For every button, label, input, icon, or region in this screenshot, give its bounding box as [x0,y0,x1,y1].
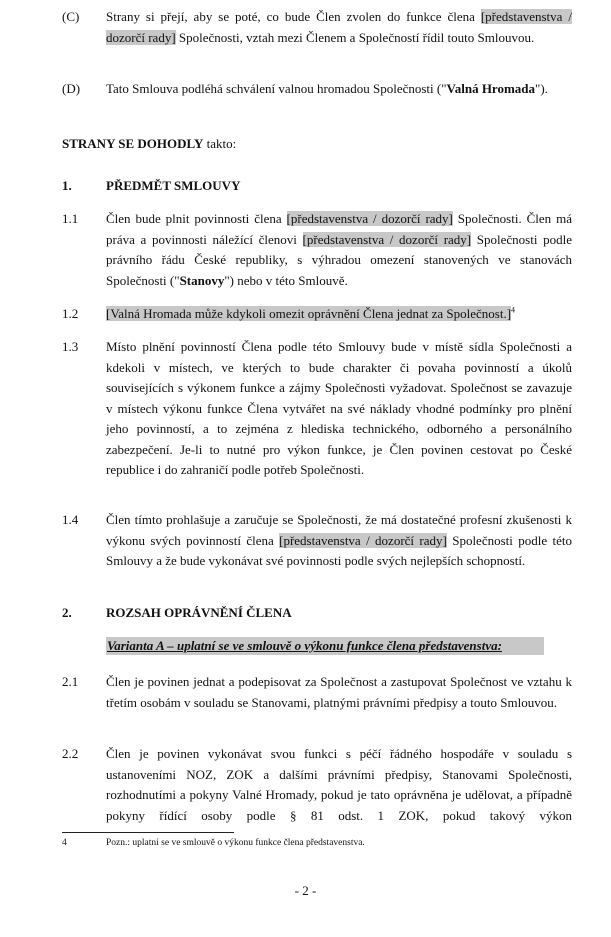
highlight-placeholder: [představenstva / dozorčí rady] [279,532,447,548]
clause-text: Člen je povinen vykonávat svou funkci s péčí řádného hospodáře v souladu s ustanoveními NOZ, ZOK a dalšími právními předpisy, Stanovami Společnosti, rozhodnutími a pokyny Valné Hromady, pokud je tato oprávněna je udělovat, a případně pokyny řídící osoby podle § 81 odst. 1 ZOK, pokud takový výkon [106,746,572,823]
footnote-number: 4 [62,838,67,848]
clause-text: Člen je povinen jednat a podepisovat za Společnost a zastupovat Společnost ve vztahu k třetím osobám v souladu se Stanovami, platnými právními předpisy a touto Smlouvou. [106,674,572,710]
recital-label: (C) [62,9,80,24]
section-2-title: ROZSAH OPRÁVNĚNÍ ČLENA [106,605,292,620]
recital-label: (D) [62,81,81,96]
clause-number: 1.4 [62,512,79,527]
highlight-placeholder: [představenstva / dozorčí rady] [302,231,472,247]
recital-text: Strany si přejí, aby se poté, co bude Člen zvolen do funkce člena [představenstva / dozorčí rady] Společnosti, vztah mezi Členem a Společností řídil touto Smlouvou. [106,9,572,45]
page-number: - 2 - [294,883,317,898]
defined-term: Valná Hromada [446,81,536,96]
footnote-reference[interactable]: 4 [511,305,516,315]
clause-number: 1.1 [62,211,79,226]
clause-text: Člen tímto prohlašuje a zaručuje se Společnosti, že má dostatečné profesní zkušenosti k výkonu svých povinností člena [představenstva / dozorčí rady] Společnosti podle této Smlouvy a že bude vykonávat své povinnosti podle svých nejlepších schopností. [106,512,572,568]
clause-text: Člen bude plnit povinnosti člena [představenstva / dozorčí rady] Společnosti. Člen má práva a povinnosti náležící členovi [představenstva / dozorčí rady] Společnosti podle právního řádu České republiky, s výhradou omezení stanovených ve stanovách Společnosti ("Stanovy") nebo v této Smlouvě. [106,211,572,288]
section-2-number: 2. [62,605,72,620]
highlight-placeholder: [Valná Hromada může kdykoli omezit oprávnění Člena jednat za Společnost.] [106,306,512,321]
recital-text: Tato Smlouva podléhá schválení valnou hromadou Společnosti ("Valná Hromada"). [106,81,548,96]
defined-term: Stanovy [179,272,225,288]
clause-number: 2.1 [62,674,79,689]
section-1-number: 1. [62,178,72,193]
clause-number: 2.2 [62,746,79,761]
agreement-intro: STRANY SE DOHODLY takto: [62,136,237,151]
highlight-placeholder: [představenstva / dozorčí rady] [286,211,453,226]
footnote-separator [62,832,234,833]
clause-text: Místo plnění povinností Člena podle této Smlouvy bude v místě sídla Společnosti a kdekoli v místech, ve kterých to bude charakter či povaha povinností a úkolů souvisejících s výkonem funkce a zájmy Společnosti vyžadovat. Společnost se zavazuje v místech výkonu funkce Člena vytvářet na své náklady vhodné podmínky pro plnění jeho povinností, a to zejména z hlediska technického, odborného a personálního zabezpečení. Je-li to nutné pro výkon funkce, je Člen povinen cestovat po České republice i do zahraničí podle potřeb Společnosti. [106,339,572,477]
highlight-placeholder: [představenstva / dozorčí rady] [106,9,572,45]
footnote-text: Pozn.: uplatní se ve smlouvě o výkonu funkce člena představenstva. [106,838,365,848]
section-1-title: PŘEDMĚT SMLOUVY [106,178,241,193]
clause-number: 1.2 [62,306,79,321]
clause-text [106,304,572,325]
clause-number: 1.3 [62,339,79,354]
variant-note: Varianta A – uplatní se ve smlouvě o výkonu funkce člena představenstva: [106,637,544,655]
